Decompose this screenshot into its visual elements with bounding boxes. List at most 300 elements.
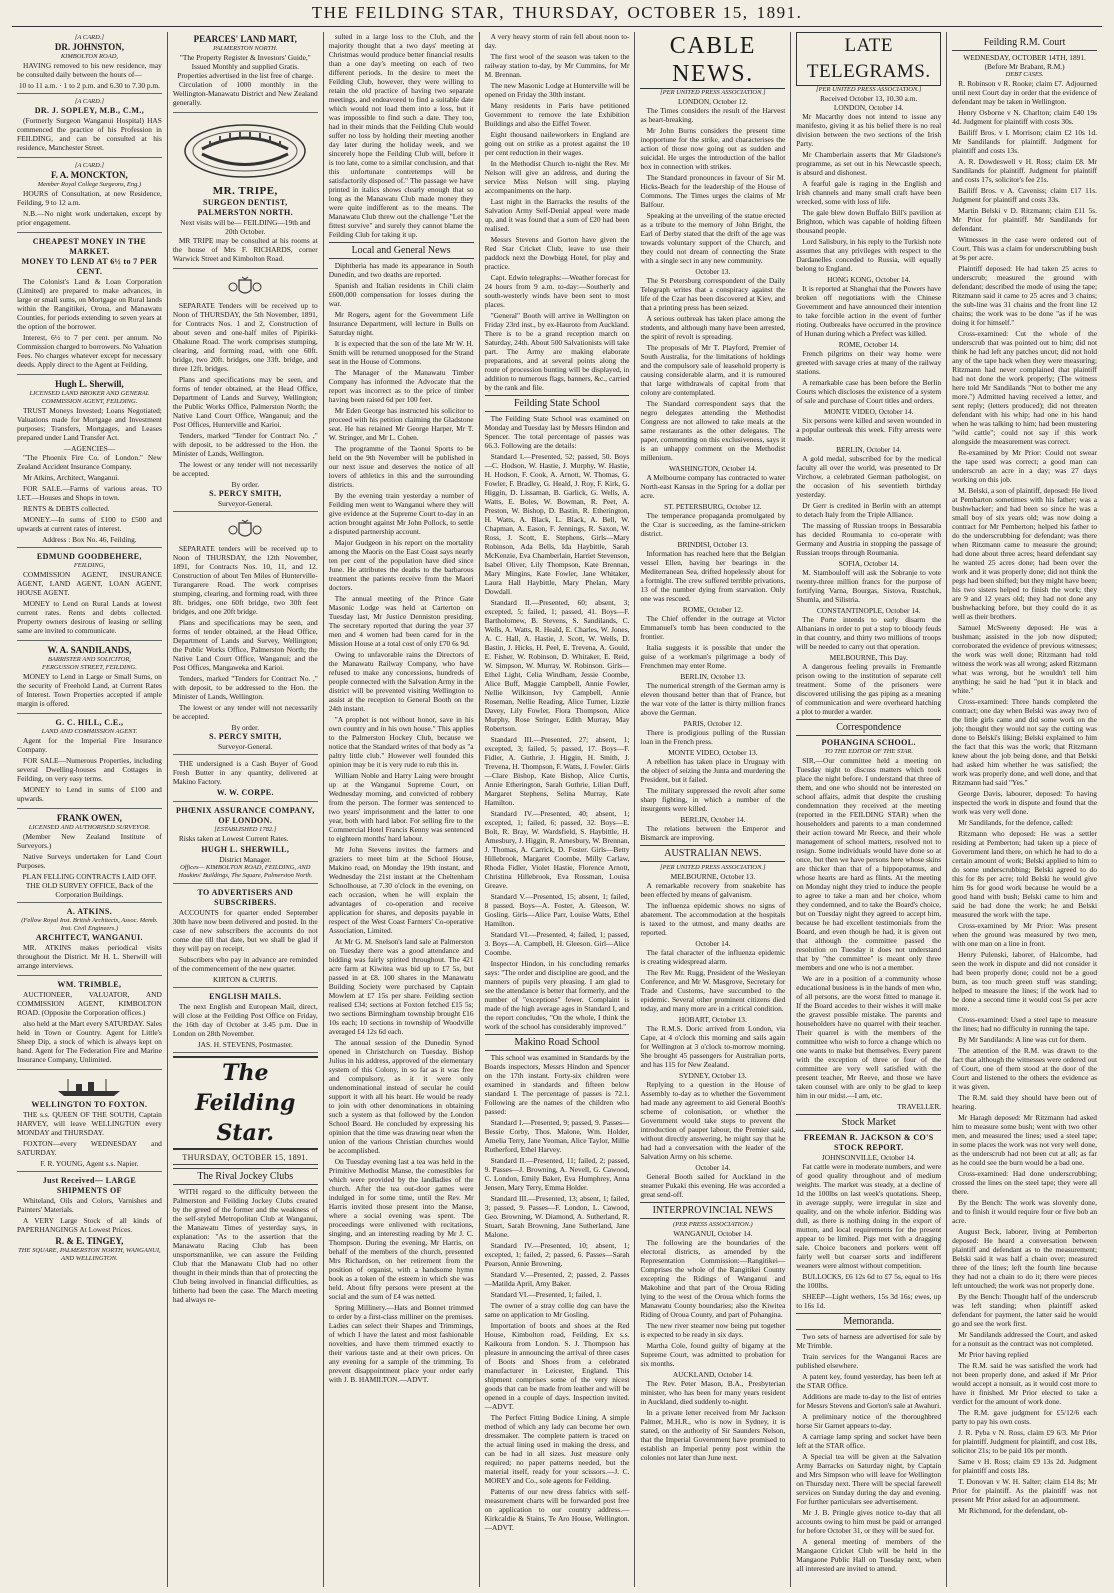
news-item: Mr John Burns considers the present time inopportune for the strike, and characterises the action of those now going out as sudden and suicidal. He urges the introduction of the ballot box in connection with strikes. <box>640 126 786 171</box>
news-item: The proposals of Mr T. Playford, Premier of South Australia, for the limitations of holdings and the compulsory sale of leasehold property is causing considerable alarm, and it is rumoured that large withdrawals of capital from that colony are contemplated. <box>640 343 786 397</box>
ad-heading: WELLINGTON TO FOXTON. <box>31 1100 148 1109</box>
memo-item: Mr J. B. Pringle gives notice to-day that all accounts owing to him must be paid or arranged for before October 31, or they will be sued for. <box>796 1508 942 1535</box>
advertiser-name: MR. TRIPE, <box>212 185 278 197</box>
news-item: "General" Booth will arrive in Wellington on Friday 23rd inst., by ex-Hauroto from Auckland. There is to be a grand reception march on Saturday, 24th. About 500 Salvationists will take part. The Army are making elaborate preparations, and at several points along the route of procession bunting will be displayed, in addition to numerous flags, banners, &c., carried by the rank and file. <box>484 311 630 392</box>
column-7 <box>947 32 1102 1587</box>
dateline: WANGANUI, October 14. <box>673 1229 753 1238</box>
royal-coat-of-arms-icon <box>225 519 265 541</box>
news-item: Spring Millinery.—Hats and Bonnet trimmed to order by a first-class milliner on the premises. Ladies can select their Shapes and Trimmings, of which I have the latest and most fashionable novelties, and have them trimmed exactly to their various taste and at their own prices. On any evening for a sample of the trimming. To prevent disappointment place your order early with J. B. HAMILTON.—ADVT. <box>328 1303 474 1384</box>
ad-sandilands <box>17 643 162 714</box>
ad-text: ACCOUNTS for quarter ended September 30th have now been delivered and posted. In the case of new subscribers the accounts do not come due till that date, but we shall be glad if they will pay on receipt. <box>172 908 318 953</box>
ad-text: RENTS & DEBTS collected. <box>23 504 110 513</box>
ad-text: also held at the Mart every SATURDAY. Sales held in Town or Country. Agent for Little's Sheep Dip, a stock of which is always kept on hand. Agent for The Federation Fire and Marine Insurance Company, Unlimited. <box>17 1019 162 1064</box>
ad-text: TRUST Moneys Invested; Loans Negotiated; Valuations made for Mortgage and Investment purposes; Transfers, Mortgages, and Leases prepared under Land Transfer Act. <box>17 406 162 442</box>
court-case: By Mr Sandilands: A line was cut for them. <box>958 1035 1087 1044</box>
dateline: BERLIN, October 14. <box>836 445 902 454</box>
article-title-jockey-clubs: The Rival Jockey Clubs <box>173 1168 318 1185</box>
dateline: MELBOURNE, This Day. <box>829 653 908 662</box>
article-title-feilding-school: Feilding State School <box>485 395 630 412</box>
ad-text: HAVING removed to his new residence, may be consulted daily between the hours of— <box>17 61 162 79</box>
memo-item: Train services for the Wanganui Races are published elsewhere. <box>796 1352 942 1370</box>
ad-text: Native Surveys undertaken for Land Court Purposes. <box>17 852 162 870</box>
letter-subject: POHANGINA SCHOOL. <box>821 738 916 747</box>
ad-text: Agent for the Imperial Fire Insurance Company. <box>17 736 162 754</box>
card-tag: [A CARD.] <box>74 34 104 41</box>
court-case: Mr Sandilands, for the defence, called: <box>958 818 1073 827</box>
advertiser-name: DR. J. SOPLEY, M.B., C.M., <box>34 106 145 115</box>
dateline: HOBART, October 13. <box>678 1015 747 1024</box>
article-body: Standard VI.—Presented, 4; failed, 1; passed, 3. Boys—A. Campbell, H. Gleeson. Girl—Alice Coombe. <box>484 930 630 957</box>
advertiser-name: HUGH L. SHERWILL, <box>201 845 290 854</box>
court-case: Cross-examined: Had done underscrubbing; crossed the lines on the steel tape; they were all there. <box>952 1169 1098 1196</box>
ad-text: COMMISSION AGENT, INSURANCE AGENT, LAND AGENT, LOAN AGENT, HOUSE AGENT. <box>17 570 162 597</box>
memo-item: A Special tea will be given at the Salvation Army Barracks on Saturday night, by Captain and Mrs Simpson who will leave for Wellington on Thursday next. There will be special farewell services on Sunday during the day and evening. For further particulars see advertisement. <box>796 1452 942 1506</box>
news-item: The Standard correspondent says that the negro delegates attending the Methodist Congress are not allowed to take meals at the same restaurants as the other delegates. The paper, commenting on this exclusiveness, says it is an unhappy comment on the Methodist millenium. <box>640 399 786 462</box>
dateline: CONSTANTINOPLE, October 14. <box>816 606 921 615</box>
news-item: Speaking at the unveiling of the statue erected as a tribute to the memory of John Bright, the Earl of Derby stated that the drift of the age was towards voluntary support of the Church, and they could not dream of connecting the State with a single sect in any new community. <box>640 211 786 265</box>
advertiser-sub: LICENSED LAND BROKER AND GENERAL COMMISSION AGENT, FEILDING. <box>29 390 150 405</box>
article-body: Standard III.—Presented, 27; absent, 1; excepted, 3; failed, 5; passed, 17. Boys—F. Fidler, A. Guthrie, J. Higgin, H. Smith, J. Trevena, H. Thompson, F. Watts, J. Fowler. Girls—Clare Bishop, Kate Bishop, Alice Curtis, Annie Etherington, Sarah Guthrie, Lilian Duff, Margaret Stephens, Selina Murray, Kate Hamilton. <box>484 735 630 807</box>
ad-text: By order. <box>231 723 260 732</box>
news-item: French pilgrims on their way home were greeted with savage cries at many of the railway stations. <box>796 349 942 376</box>
ad-text: AUCTIONEER, VALUATOR, AND COMMISSION AGENT, KIMBOLTON ROAD. (Opposite the Corporation offices.) <box>17 990 162 1017</box>
court-case: Same v H. Ross; claim £9 13s 2d. Judgment for plaintiff and costs 18s. <box>952 1457 1098 1475</box>
dateline: MELBOURNE, October 13. <box>670 872 756 881</box>
advertiser-sub: Member Royal College Surgeons, Eng.) <box>37 181 142 188</box>
ad-address: Address : Box No. 46, Feilding. <box>42 535 137 544</box>
court-case: Bailiff Bros. v I. Morrison; claim £2 10s 1d. Mr Sandilands for plaintiff. Judgment for plaintiff and costs 13s. <box>952 128 1098 155</box>
news-item: The R.M.S. Doric arrived from London, via Cape, at 4 o'clock this morning and sails again for Wellington at 3 o'clock to-morrow morning. She brought 45 passengers for Australian ports, and has 115 for New Zealand. <box>640 1024 786 1069</box>
news-item: The annual meeting of the Prince Gate Masonic Lodge was held at Carterton on Tuesday last, Mr Justice Denniston presiding. The secretary reported that during the year 37 men and 4 women had been cared for in the Mission House at a total cost of only £70 6s 9d. <box>328 594 474 648</box>
news-item: The St Petersburg correspondent of the Daily Telegraph writes that a conspiracy against the life of the Czar has been discovered at Kiev, and that a printing press has been seized. <box>640 276 786 312</box>
news-item: Last night in the Barracks the results of the Salvation Army Self-Denial appeal were made up, and it was found that a sum of £20 had been realised. <box>484 197 630 233</box>
news-item: The owner of a stray collie dog can have the same on application to Mr Gosling. <box>484 1301 630 1319</box>
news-item: A fearful gale is raging in the English and Irish channels and many small craft have been wrecked, some with loss of life. <box>796 179 942 206</box>
dateline: BRINDISI, October 13. <box>677 540 749 549</box>
ad-tingey <box>17 1174 162 1266</box>
news-item: Spanish and Italian residents in Chili claim £600,000 compensation for losses during the war. <box>328 281 474 308</box>
ad-text: THE undersigned is a Cash Buyer of Good Fresh Butter in any quantity, delivered at Makino Factory. <box>172 759 318 786</box>
news-item: Six persons were killed and seven wounded in a popular outbreak this week. Fifty arrests were made. <box>796 416 942 443</box>
advertiser-name: G. C. HILL, C.E., <box>55 718 124 727</box>
ad-hill <box>17 716 162 809</box>
news-item: Dr Gerr is credited in Berlin with an attempt to detach Italy from the Triple Alliance. <box>796 501 942 519</box>
denture-illustration-icon <box>180 121 310 181</box>
ad-text: Whiteland, Oils and Colors, Varnishes and Painters' Materials. <box>17 1196 162 1214</box>
news-item: In a private letter received from Mr Jackson Palmer, M.H.R., who is now in Sydney, it is stated, on the authority of Sir Saunders Nelson, that the Imperial Government have promised to establish an Imperial penny post within the colonies not later than June next. <box>640 1408 786 1462</box>
article-body: BULLOCKS, £6 12s 6d to £7 5s, equal to 16s the 100lbs. <box>796 1272 942 1290</box>
memo-item: A patent key, found yesterday, has been left at the STAR Office. <box>796 1372 942 1390</box>
section-title-rm-court: Feilding R.M. Court <box>952 35 1097 51</box>
court-case: Martin Belski v D. Ritzmann; claim £11 5s. Mr Prior for plaintiff. Mr Sandilands for defendant. <box>952 206 1098 233</box>
article-title-makino-school: Makino Road School <box>485 1034 630 1051</box>
ad-heading: PHŒNIX ASSURANCE COMPANY, OF LONDON. <box>175 806 315 825</box>
ad-heading: MONEY TO LEND AT 6½ to 7 PER CENT. <box>21 257 158 276</box>
ad-text: Interest, 6½ to 7 per cent. per annum. No Commission charged to borrowers. No Valuation Fees. No charges whatever except for necessary deeds. Apply direct to the Agent at Feilding, <box>17 333 162 369</box>
news-item: The following are the boundaries of the electoral districts, as amended by the Representation Commission:—Rangitikei—Comprises the whole of the Rangitikei County excepting the Ridings of Wanganui and Makohine and that part of the Oroua Riding lying to the west of the Oroua which forms the Manawatu County boundaries; also the Kiwitea Riding of Oroua County, and part of Pohangina. <box>640 1238 786 1319</box>
ad-tender-hunterville <box>173 514 318 755</box>
court-date: WEDNESDAY, OCTOBER 14TH, 1891. <box>963 53 1086 62</box>
column-2 <box>168 32 324 1587</box>
ad-text: Plans and specifications may be seen, and forms of tender obtained, at the Head Office, Department of Lands and Survey, Wellington; the Public Works Office, Palmerston North; the Native Land Court Office, Wanganui; and the Post Offices, Mangaweka and Karioi. <box>172 618 318 672</box>
news-item: The relations between the Emperor and Bismarck are improving. <box>640 824 786 842</box>
court-case: Cross-examined: Used a steel tape to measure the lines; had no difficulty in running the tape. <box>952 1015 1098 1033</box>
column-3 <box>324 32 480 1587</box>
dateline: October 13. <box>695 267 731 276</box>
court-case: George Davis, labourer, deposed: To having inspected the work in dispute and found that the work was very well done. <box>952 789 1098 816</box>
ad-text: By order. <box>231 480 260 489</box>
letter-body: We are in a position of a community whose educational business is in the hands of men who, of all persons, are the worst fitted to manage it. If the Board accedes to their wishes it will make the gravest possible mistake. The parents and householders have no quarrel with their teacher. Their quarrel is with the members of the committee who wish to force a change which no one wants to make but themselves. Every parent with the exception of three or four of the committee are very well satisfied with the present teacher, Mr Reeve, and those we have taken counsel with are only to be glad to keep him in our midst.—I am, etc. <box>796 974 942 1100</box>
memo-item: A preliminary notice of the thoroughbred horse Sir Garnet appears to-day. <box>796 1412 942 1430</box>
ad-text: Mr Atkins, Architect, Wanganui. <box>23 473 120 482</box>
ad-pearces <box>173 32 318 113</box>
court-case: Ritzmann who deposed: He was a settler residing at Pemberton; had taken up a piece of Government land there, on which he had to do a certain amount of work; Belski applied to him to do some underscrubbing; Belski agreed to do this for 8s per acre; told Belski he would give him 9s for good work because he would be a good hand with bush; Belski came to him and said he had done the work; he and Belski measured the work with the tape. <box>952 829 1098 919</box>
court-case: By the Bench: The work was slovenly done, and to finish it would require four or five bob an acre. <box>952 1198 1098 1225</box>
dateline: BERLIN, October 14. <box>680 815 746 824</box>
court-case: The R.M. said he was satisfied the work had not been properly done, and asked if Mr Prior would accept a nonsuit, as it would cost more to have it finished. Mr Prior elected to take a verdict for the amount of work done. <box>952 1361 1098 1406</box>
news-item: Replying to a question in the House of Assembly to-day as to whether the Government had made any agreement to aid General Booth's scheme of colonisation, or whether the Government would take steps to prevent the introduction of pauper labour, the Premier said, without directly answering, he might say that he had had a conversation with the leader of the Salvation Army on his scheme. <box>640 1080 786 1161</box>
memo-item: A carriage lamp spring and socket have been left at the STAR office. <box>796 1432 942 1450</box>
article-body: Fat cattle were in moderate numbers, and were of good quality throughout and of medium weights. The market was steady, at a decline of 1d the 100lbs on last week's quotations. Sheep, in average supply, were irregular in size and quality, and on the whole inferior. Bidding was dull, as there is nothing doing in the export of mutton, and local requirements for the present appear to be limited. Pigs met with a dragging sale. Choice baconers and porkers went off fairly well but coarser sorts and indifferent weaners were almost without competition. <box>796 1162 942 1270</box>
news-item: Mr Macarthy does not intend to issue any manifesto, giving it as his belief there is no real division between the two sections of the Irish Party. <box>796 112 942 148</box>
newspaper-logo: The Feilding Star. <box>173 1056 318 1150</box>
dateline: WASHINGTON, October 14. <box>669 464 757 473</box>
court-case: T. Donovan v W. H. Salter; claim £14 8s; Mr Prior for plaintiff. As the plaintiff was not present Mr Prior asked for an adjournment. <box>952 1477 1098 1504</box>
news-item: The Porte intends to early disarm the Albanians in order to put a stop to bloody feuds in that country, and thirty two millions of troops will be needed to carry out that operation. <box>796 615 942 651</box>
masthead-day: THURSDAY, <box>512 3 620 22</box>
news-item: A dangerous feeling prevails in Fremantle prison owing to the institution of separate cell treatment. Some of the prisoners were discovered utilising the gas piping as a meaning of communication and were overheard hatching a plot to murder a warder. <box>796 662 942 716</box>
ad-phoenix <box>173 804 318 884</box>
article-body: This school was examined in Standards by the Boards inspectors, Messrs Hindon and Spencer on the 17th instant. Forty-six children were examined in standards and fifteen below standard I. The percentage of passes is 72.1. Following are the names of the children who passed: <box>484 1053 630 1116</box>
news-item: The first wool of the season was taken to the railway station to-day, by Mr Cummins, for Mr M. Brennan. <box>484 52 630 79</box>
ad-atkins <box>17 905 162 976</box>
ad-subheading: —AGENCIES— <box>63 444 116 453</box>
court-magistrate: (Before Mr Brabant, R.M.) <box>984 62 1065 71</box>
news-item: A very heavy storm of rain fell about noon to-day. <box>484 32 630 50</box>
dateline: PARIS, October 12. <box>683 719 743 728</box>
article-body: Standard V.—Presented, 15; absent, 1; failed, 8 passed. Boys—A. Foster, A. Gleeson, W. Gosling. Girls—Alice Parr, Louise Watts, Ethel Hamilton. <box>484 892 630 928</box>
news-item: The Standard pronounces in favour of Sir M. Hicks-Beach for the leadership of the House of Commons. The Times urges the claims of Mr Balfour. <box>640 173 786 209</box>
letter-addressee: TO THE EDITOR OF THE STAR. <box>824 748 913 755</box>
masthead <box>12 0 1102 27</box>
advertiser-sub: BARRISTER AND SOLICITOR, <box>47 656 131 663</box>
dateline: AUCKLAND, October 14. <box>672 1370 753 1379</box>
advertiser-sub: FEILDING, <box>73 562 106 569</box>
court-case: Mr Haragh deposed: Mr Ritzmann had asked him to measure some bush; went with two other men, and measured the lines; used a steel tape; in some places the work was not very well done, as the underscrub had not been cut at all; as far as he could see the burn would be a bad one. <box>952 1113 1098 1167</box>
court-case: Mr Prior having replied <box>958 1350 1029 1359</box>
ad-sopley <box>17 96 162 158</box>
court-case: Mr Sandilands addressed the Court, and asked for a nonsuit as the contract was not completed. <box>952 1330 1098 1348</box>
news-item: "A prophet is not without honor, save in his own country and in his own house." This applies to the Palmerston Hockey Club, because we notice that the Standard writes of that body as "a paltry little club." However well founded this opinion may be it is very rude to rub this in. <box>328 715 474 769</box>
report-subtitle: FREEMAN R. JACKSON & CO'S STOCK REPORT. <box>803 1133 934 1152</box>
news-item: Martha Cole, found guilty of bigamy at the Supreme Court, was admitted to probation for six months. <box>640 1341 786 1368</box>
advertiser-name: EDMUND GOODBEHERE, <box>36 552 142 561</box>
dateline: HONG KONG, October 14. <box>827 275 911 284</box>
dateline: ROME, October 12. <box>682 605 743 614</box>
columns <box>12 32 1102 1587</box>
article-body: Standard VI.—Presented, 1; failed, 1. <box>490 1290 602 1299</box>
ad-text: The next English and European Mail, direct, will close at the Feilding Post Office on Friday, the 16th day of October at 3.45 p.m. Due in London on 28th November. <box>172 1002 318 1038</box>
dateline: MONTE VIDEO, October 14. <box>823 407 914 416</box>
dateline: LONDON, October 14. <box>833 103 904 112</box>
ad-text: Plans and specifications may be seen, and forms of tender obtained, at the Head Office, Department of Lands and Survey, Wellington; the Public Works Office, Palmerston North; the Native Land Court Office, Wanganui; and the Post Offices, Hunterville and Karioi. <box>172 375 318 429</box>
advertiser-place: KIMBOLTON ROAD, <box>60 53 119 60</box>
ad-text: Tenders, marked "Tender for Contract No. ," with deposit, to be addressed to the Hon. the Minister of Lands, Wellington. <box>172 431 318 458</box>
ad-tender-pipiriki <box>173 271 318 512</box>
ad-text: MR TRIPE may be consulted at his rooms at the house of Mrs F. RICHARDS, corner Warwick Street and Kimbolton Road. <box>172 236 318 263</box>
ad-text: The lowest or any tender will not necessarily be accepted. <box>172 460 318 478</box>
news-agency: (PER PRESS ASSOCIATION.) <box>673 1221 753 1228</box>
news-item: The Perfect Fitting Bodice Lining. A simple method of which any lady can become her own dressmaker. The complete pattern is traced on the actual lining used in making the dress, and can be had in all sizes. Just measure only required; no paper patterns needed, but the material itself, ready for your scissors.—J. C. MOREY and Co., sole agents for Feilding. <box>484 1413 630 1485</box>
news-item: A remarkable recovery from snakebite has been effected by means of galvanism. <box>640 881 786 899</box>
news-item: Owing to unfavorable rains the Directors of the Manawatu Railway Company, who have refused to make any concessions, hundreds of people connected with the Salvation Army in the district will be prevented visiting Wellington to assist at the reception to General Booth on the 24th instant. <box>328 650 474 713</box>
news-item: Mr John Stevens invites the farmers and graziers to meet him at the School House, Makino road, on Monday the 19th instant, and Wednesday the 21st instant at the Cheltenham Schoolhouse, at 7.30 o'clock in the evening, on each occasion, when he will explain the advantages of co-operation and receive application for shares, and deposits payable in respect of the West Coast Farmers' Co-operative Association, Limited. <box>328 845 474 935</box>
column-6 <box>791 32 947 1587</box>
signatory-title: Surveyor-General. <box>217 742 273 751</box>
advertiser-name: W. A. SANDILANDS, <box>47 645 132 655</box>
court-case: Henry Pulenski, laborer, of Halcombe, had seen the work in dispute and did not consider it had been properly done; could not be a good burn, as too much green stuff was standing; helped to measure the lines; if the work had to be done a second time it would cost 5s per acre more. <box>952 950 1098 1013</box>
advertiser-name: R. & E. TINGEY, <box>55 1236 124 1246</box>
ad-text: SEPARATE tenders will be received up to Noon of THURSDAY, the 12th November, 1891, for Contracts Nos. 10, 11, and 12. Construction of about Ten Miles of Hunterville-Turangarere Road. The work comprises stumping, clearing, and forming road, with three 8ft. bridges, one 60ft bridge, two 30ft feet bridges, and one 20ft bridge. <box>172 544 318 616</box>
section-title-memoranda: Memoranda. <box>796 1313 941 1330</box>
ad-hours: 10 to 11 a.m. · 1 to 2 p.m. and 6.30 to 7.30 p.m. <box>18 81 161 90</box>
advertiser-title: ARCHITECT, WANGANUI. <box>35 933 143 942</box>
notice-advertisers <box>173 886 318 988</box>
news-item: Messrs Stevens and Gorton have given the Red Star Cricket Club, leave to use their paddock next the Dowbigg Hotel, for play and practice. <box>484 235 630 271</box>
court-case: M. Belski, a son of plaintiff, deposed: He lived at Pembarton sometimes with his father; was a bushwhacker; and had been so since he was a small boy of six years old; was now doing a contract for Mr Pemberton; helped his father to do the underscrubbing for defendant; was there when Ritzmann came to measure the ground; had done about three acres; heard defendant say he wanted 25 acres done; had been over the work and it was properly done; did not think the pegs had been shifted; but they might have been; his two sisters helped to finish the work; they are 9 and 12 years old; they had not done any bushwhacking before, but they could do it as well as their brothers. <box>952 486 1098 621</box>
court-case: The attention of the R.M. was drawn to the fact that although the witnesses were ordered out of Court, one of them stood at the door of the Court and listened to the others the evidence as it was given. <box>952 1046 1098 1091</box>
signatory-name: S. PERCY SMITH, <box>209 732 282 741</box>
news-item: Patterns of our new dress fabrics with self-measurement charts will be forwarded post free on application to our country address.—Kirkcaldie & Stains, Te Aro House, Wellington.—ADVT. <box>484 1487 630 1532</box>
advertiser-sub: LAND AND COMMISSION AGENT. <box>41 728 138 735</box>
ad-sherwill <box>17 377 162 548</box>
card-tag: [A CARD.] <box>74 98 104 105</box>
memo-item: Additions are made to-day to the list of entries for Messrs Stevens and Gorton's sale at Awahuri. <box>796 1392 942 1410</box>
ad-text: Issued Monthly and supplied Gratis. <box>191 62 299 71</box>
news-item: The programme of the Taonui Sports to be held on the 9th November will be published in our next issue and deserves the notice of all lovers of athletics in this and the surrounding districts. <box>328 444 474 489</box>
advertiser-name: DR. JOHNSTON, <box>54 42 124 52</box>
advertiser-name: A. ATKINS. <box>66 907 113 916</box>
news-item: In the Methodist Church to-night the Rev. Mr Nelson will give an address, and during the service Miss Nelson will sing, playing accompaniments on the harp. <box>484 159 630 195</box>
court-case: Bailiff Bros. v A. Caveniss; claim £17 11s. Judgment for plaintiff and costs 33s. <box>952 186 1098 204</box>
news-item: The annual session of the Dunedin Synod opened in Christchurch on Tuesday. Bishop Julius in his address, approved of the elementary system of this Colony, in so far as it was free and compulsory, as it it were only undenominational instead of secular he could support it with all his heart. He would be ready to join with other denominations in obtaining such a system as that followed by the London School Board. He concluded by expressing his opinion that the time was drawing near when the union of the various Christian churches would be accomplished. <box>328 1038 474 1155</box>
section-title-correspondence: Correspondence <box>796 719 941 736</box>
section-title-late-telegrams: LATE TELEGRAMS. <box>796 32 941 86</box>
ad-text: N.B.—No night work undertaken, except by prior engagement. <box>17 209 162 227</box>
dateline: MONTE VIDEO, October 13. <box>668 748 758 757</box>
advertiser-name: F. A. MONCKTON, <box>51 170 128 180</box>
ad-text: The lowest or any tender will not necessarily be accepted. <box>172 703 318 721</box>
news-item: M. Stambouloff will ask the Sobranje to vote twenty-three million francs for the purpose of fortifying Varna, Bourgas, Sistova, Rustchuk, Shumla, and Silistria. <box>796 568 942 604</box>
advertiser-title: District Manager. <box>219 855 272 864</box>
article-body: SHEEP—Light wethers, 15s 3d 16s; ewes, up to 16s 1d. <box>796 1292 942 1310</box>
article-body: Standard V.—Presented, 2; passed, 2. Passes—Matilda April, Amy Baker. <box>484 1270 630 1288</box>
news-item: Lord Salisbury, in his reply to the Turkish note assumes that any privileges with respect to the Dardanelles conceded to Russia, will equally belong to England. <box>796 237 942 273</box>
dateline: LONDON, October 12. <box>677 97 748 106</box>
news-item: Mr Rogers, agent for the Government Life Insurance Department, will lecture in Bulls on Saturday night. <box>328 310 474 337</box>
article-body: Standard IV.—Presented, 40; absent, 1; excepted, 1; failed, 6; passed, 32. Boys—E. Bolt, R. Bray, W. Wardsfield, S. Haybittle, H. Amesbury, J. Higgin, R. Amesbury, W. Brennan, J. Thomas, A. Carrick, D. Foster. Girls—Betty Hillebrook, Margaret Coombe, Milly Carlaw, Rhoda Fidler, Violet Hastie, Florence Arnott, Christina Hillebrook, Eva Rossman, Louisa Greave. <box>484 809 630 890</box>
letter-signature: TRAVELLER. <box>897 1102 942 1111</box>
news-item: The massing of Russian troops in Bessarabia has decided Roumania to co-operate with Germany and Austria in stopping the passage of Russian troops through Roumania. <box>796 521 942 557</box>
article-body: Inspector Hindon, in his concluding remarks says: "The order and discipline are good, and the manners of pupils very pleasing. I am glad to see the attendance is better that formerly, and the number of "exceptions" fewer. Complaint is made of the high average ages in Standard I, and the report concludes, "On the whole, I think the work of the school has considerably improved." <box>484 959 630 1031</box>
article-body: The Feilding State School was examined on Monday and Tuesday last by Messrs Hindon and Spencer. The total percentage of passes was 66.3. Following are the details: <box>484 414 630 450</box>
ad-heading: CHEAPEST MONEY IN THE MARKET. <box>32 237 147 256</box>
ad-goodbehere <box>17 550 162 641</box>
news-item: The Rev. Peter Mason, B.A., Presbyterian minister, who has been for many years resident in Auckland, died suddenly to-night. <box>640 1379 786 1406</box>
column-1 <box>12 32 168 1587</box>
dateline: ST. PETERSBURG, October 12. <box>664 502 762 511</box>
news-item: Capt. Edwin telegraphs:—Weather forecast for 24 hours from 9 a.m. to-day:—Southerly and south-westerly winds have been sent to most places. <box>484 273 630 309</box>
ad-text: "The Property Register & Investors' Guide," <box>179 53 311 62</box>
column-5 <box>635 32 791 1587</box>
received-time: Received October 13, 10.30 a.m. <box>820 94 918 103</box>
ad-text: Subscribers who pay in advance are reminded of the commencement of the new quarter. <box>172 955 318 973</box>
news-item: Mr Eden George has instructed his solicitor to proceed with his petition claiming the Gladstone seat. He has retained Mr George Harper, Mr T. W. Stringer, and Mr L. Cohen. <box>328 406 474 442</box>
ad-text: MONEY to Lend in Large or Small Sums, on the security of Freehold Land, at Current Rates of Interest. Town Properties accepted if ample margin is offered. <box>17 672 162 708</box>
news-item: It is reported at Shanghai that the Powers have broken off negotiations with the Chinese Government and have announced their intention to take forcible action in the event of further rioting. Outbreaks have occurred in the province of Hunan during which a Prefect was killed. <box>796 284 942 338</box>
news-item: The Rev Mr. Rugg, President of the Wesleyan Conference, and Mr W. Masgrove, Secretary for Trade and Customs, have succumbed to the epidemic. Several other prominent citizens died today, and many more are in a critical condition. <box>640 968 786 1013</box>
news-agency: [PER UNITED PRESS ASSOCIATION.] <box>660 864 766 871</box>
ad-heading: Just Received— LARGE SHIPMENTS OF <box>42 1176 137 1195</box>
ad-address: Offices— KIMBOLTON ROAD, FEILDING, AND Haukins' Buildings, The Square, Palmerston North. <box>178 864 313 879</box>
ad-text: PLAN FELLING CONTRACTS LAID OFF. <box>22 872 157 881</box>
advertiser-name: WM. TRIMBLE, <box>57 980 122 989</box>
ad-text: Risks taken at Lowest Current Rates. <box>178 834 289 843</box>
ad-text: Properties advertised in the list free of charge. <box>177 71 314 80</box>
news-item: The new Masonic Lodge at Hunterville will be opened on Friday the 30th instant. <box>484 81 630 99</box>
news-item: The Chief offender in the outrage at Victor Emmanuel's tomb has been conducted to the frontier. <box>640 614 786 641</box>
article-body: sulted in a large loss to the Club, and the majority thought that a two days' meeting at Christmas would produce better financial results than a one day's meeting on each of two different periods. In the desire to meet the Feilding Club, however, they were willing to retain the old practice of having two separate meetings, and endeavored to find a suitable date which would not load them into a loss, but it was impossible to find such a date. They too, had in their minds that the Feilding Club would suffer no loss by holding their meeting another day later during the holiday week, and we sincerely hope the Feilding Club will, before it is too late, come to a similar conclusion, and that this unfortunate contretemps will be satisfactorily disposed of." The passage we have printed in italics shows clearly enough that so long as the Manawatu Club made money they were quite indifferent as to the means. The Manawatu Club threw out the challenge "Let the fittest survive" and surely they cannot blame the Feilding Club for taking it up. <box>328 32 474 239</box>
masthead-title: THE FEILDING STAR, <box>311 3 505 22</box>
news-item: A gold medal, subscribed for by the medical faculty all over the world, was presented to Dr Virchow, a celebrated German pathologist, on the occasion of his seventieth birthday yesterday. <box>796 454 942 499</box>
steamship-icon <box>54 1077 124 1097</box>
news-item: By the evening train yesterday a number of Feilding men went to Wanganui where they will give evidence at the Supreme Court to-day in an action brought against Mr John Pollock, to settle a disputed partnership account. <box>328 491 474 536</box>
news-item: A serious outbreak has taken place among the students, and although many have been arrested, the spirit of revolt is spreading. <box>640 314 786 341</box>
ad-text: A VERY Large Stock of all kinds of PAPERHANGINGS At Lowest Prices. <box>17 1216 162 1234</box>
ad-text: The Colonist's Land & Loan Corporation (Limited) are prepared to make advances, in large or small sums, on Mortgage on Rural lands within the Rangitikei, Oroua, and Manawatu Counties, for periods extending to seven years at the option of the borrower. <box>17 277 162 331</box>
signatory-name: S. PERCY SMITH, <box>209 489 282 498</box>
ad-text: THE s.s. QUEEN OF THE SOUTH, Captain HARVEY, will leave WELLINGTON every MONDAY and THURSDAY. <box>17 1110 162 1137</box>
news-item: A Melbourne company has contracted to water North-east Kansas in the Spring for a dollar per acre. <box>640 473 786 500</box>
article-body: Standard III.—Presented, 13; absent, 1; failed, 3; passed, 9. Passes—F. London, L. Cawood, Geo. Browning, W. Diamond, A. Sutherland, R. Stuart, Sarah Browning, Jane Sutherland, Jane Malone. <box>484 1194 630 1239</box>
ad-text: HOURS of Consultation, at new Residence, Feilding, 9 to 12 a.m. <box>17 189 162 207</box>
news-item: The temperance propaganda promulgated by the Czar is succeeding, as the famine-stricken district. <box>640 511 786 538</box>
ad-text: Circulation of 1000 monthly in the Wellington-Manawatu District and New Zealand generally. <box>172 80 318 107</box>
advertiser-sub: SURGEON DENTIST, PALMERSTON NORTH. <box>197 198 294 217</box>
news-item: The Manager of the Manawatu Timber Company has informed the Advocate that the report was incorrect as to the price of timber having been raised 6d per 100 feet. <box>328 368 474 404</box>
news-item: The gale blew down Buffalo Bill's pavilion at Brighton, which was capable of holding fifteen thousand people. <box>796 208 942 235</box>
ad-established: [ESTABLISHED 1782.] <box>214 826 277 833</box>
signatory-title: Surveyor-General. <box>217 499 273 508</box>
article-body: Standard I.—Presented, 9; passed, 9. Passes—Bessie Corby, Thos. Malone, Wm. Holder, Amelia Terry, Jane Yeoman, Alice Taylor, Millie Rutherford, Ethel Harvey. <box>484 1118 630 1154</box>
news-item: William Noble and Harry Laing were brought up at the Wanganui Supreme Court, on Wednesday morning, and convicted of robbery from the person. The former was sentenced to two years' imprisonment and the latter to one year, both with hard labor. For selling fire to the Commercial Hotel Francis Kenny was sentenced to eighteen months' hard labour. <box>328 771 474 843</box>
news-item: A rebellion has taken place in Uruguay with the object of seizing the Junta and murdering the President, but it failed. <box>640 757 786 784</box>
news-agency: [PER UNITED PRESS ASSOCIATION.] <box>816 86 922 93</box>
masthead-date: OCTOBER 15, <box>627 3 749 22</box>
ad-johnston <box>17 32 162 94</box>
ad-heading: TO ADVERTISERS AND SUBSCRIBERS. <box>197 888 294 907</box>
advertiser-name: FRANK OWEN, <box>56 813 122 823</box>
advertiser-name: W. W. CORPE. <box>216 788 274 797</box>
court-case: Samuel McSweeny deposed: He was a bushman; assisted in the job now disputed; corroborated the evidence of previous witnesses; the work was well done; Ritzmann had told witness the work was all wrong; asked Ritzmann what was wrong, but he wouldn't tell him anything; he said he had "put it in black and white." <box>952 623 1098 695</box>
ad-corpe <box>173 757 318 802</box>
article-body: Standard IV.—Presented, 10; absent, 1; excepted, 1; failed, 2; passed, 6. Passes—Sarah Pearson, Annie Browning. <box>484 1241 630 1268</box>
dateline: SYDNEY, October 13. <box>679 1071 747 1080</box>
ad-text: FOR SALE.—Farms of various areas. TO LET.—Houses and Shops in town. <box>17 484 162 502</box>
court-case: Cross-examined: Three hands completed the contract; one day when Belski was away two of the little girls came and did some work on the job; thought they would not say the cutting was done to Belski's liking; Belski explained to him the fact that this was the work; that Ritzmann knew about the job being done, and that Belski had asked him whether he was satisfied; the work was properly done, and well done, and that Ritzmann had said "Yes." <box>952 697 1098 787</box>
court-case: Re-examined by Mr Prior: Could not swear the tape used was correct; a good man can underscrub an acre in a day; was 27 days working on this job. <box>952 448 1098 484</box>
news-item: There is prodigious pulling of the Russian loan in the French press. <box>640 728 786 746</box>
court-subheading: DEBT CASES. <box>1005 71 1044 78</box>
ad-text: MR. ATKINS makes periodical visits throughout the District. Mr H. L. Sherwill will arrange interviews. <box>17 943 162 970</box>
news-agency: [PER UNITED PRESS ASSOCIATION.] <box>660 89 766 96</box>
advertiser-sub: (Fellow Royal Inst. British Architects, Assoc. Memb. Inst. Civil Engineers.) <box>21 917 158 932</box>
ad-foxton-steamer <box>17 1072 162 1172</box>
news-item: General Booth sailed for Auckland in the steamer Pukaki this evening. He was accorded a great send-off. <box>640 1172 786 1199</box>
advertiser-sub: LICENSED AND AUTHORISED SURVEYOR. <box>28 824 151 831</box>
signatory-name: KIRTON & CURTIS. <box>213 975 278 984</box>
dateline: October 14. <box>695 1163 731 1172</box>
article-body: Standard II.—Presented, 11; failed, 2; passed, 9. Passes—J. Browning, A. Nevell, G. Cawood, C. London, Emily Baker, Eva Humphrey, Anna Jensen, Mary Terry, Emma Holder. <box>484 1156 630 1192</box>
article-body: Standard I.—Presented, 52; passed, 50. Boys—C. Hodson, W. Hastie, J. Murphy, W. Hastie, H. Hodson, F. Cook, A. Arnott, W. Thomas, G. Fowler, F. Bradley, G. Heald, J. Roy, F. Kirk, G. Higgin, D. Lissaman, B. Garlick, G. Wells, A. Watts, E. Boles, W. Bowman, R. Peet, A. Preston, W. Bishop, D. Bastin, R. Etherington, H. Watts, A. Black, L. Black, A. Bell, W. Chapman, A. Eason, F. Jennings, R. Saxon, W. Ross, J. Scott, E. Stephens, Girls—Mary Robinson, Ada Bells, Ida Haybittle, Sarah McKenzie, Eva Chamberlain, Harriet Stevenson, Isabel Oliver, Lily Thompson, Kate Brennan, Mary Mingins, Kate Fowler, Jane Whitaker, Laura Hall Haybittle, Mary Phelan, Mary Dowdall. <box>484 452 630 596</box>
dateline: October 14. <box>695 939 731 948</box>
news-item: Italia suggests it is possible that under the guise of a workman's pilgrimage a body of Frenchmen may enter Rome. <box>640 643 786 670</box>
court-case: A. R. Dowdeswell v H. Ross; claim £8. Mr Sandilands for plaintiff. Judgment for plaintiff and costs 17s, solicitor's fee 21s. <box>952 157 1098 184</box>
ad-text: FOR SALE—Numerous Properties, including several Dwelling-houses and Cottages in Feilding, on very easy terms. <box>17 756 162 783</box>
dateline: JOHNSONVILLE, October 14. <box>821 1153 916 1162</box>
news-item: The Times considers the result of the Harvest as heart-breaking. <box>640 106 786 124</box>
ad-text: (Member New Zealand Institute of Surveyors.) <box>17 832 162 850</box>
news-item: At Mr G. M. Snelson's land sale at Palmerston on Tuesday there was a good attendance and bidding was fairly spirited throughout. The 421 acre farm at Kiwitea was bid up to £7 5s, but passed in at £8. 100 shares in the Manawatu Building Society were purchased by Captain Mowlem at £7 15s per share. Feilding section realised £34; sections at Foxton fetched £15 5s; two sections Birmingham township brought £16 10s each; 10 sections in township of Woodville averaged £4 12s 6d each. <box>328 937 474 1036</box>
ad-monckton <box>17 160 162 233</box>
memo-item: A general meeting of members of the Mangaone Cricket Club will be held in the Mangaone Public Hall on Tuesday next, when all interested are invited to attend. <box>796 1537 942 1573</box>
section-title-interprovincial-news: INTERPROVINCIAL NEWS <box>640 1202 785 1219</box>
ad-text: MONEY to Lend on Rural Lands at lowest current rates. Rents and debts collected. Property owners desirous of leasing or selling same are invited to communicate. <box>17 599 162 635</box>
news-item: A remarkable case has been before the Berlin Courts which discloses the existence of a system of sale and purchase of Court titles and orders. <box>796 378 942 405</box>
ad-text: SEPARATE Tenders will be received up to Noon of THURSDAY, the 5th November, 1891, for Contracts Nos. 1 and 2, Construction of about seven and one-half miles of Pipiriki-Ohakune Road. The work comprises stumping, clearing, and forming road, with one 60ft. bridge, two 20ft. bridges, one 33ft. bridge, and three 12ft. bridges. <box>172 301 318 373</box>
masthead-year: 1891. <box>756 3 803 22</box>
column-4 <box>480 32 636 1587</box>
court-case: Cross-examined: Cut the whole of the underscrub that was pointed out to him; did not think he had left any patches uncut; did not hold any of the tape back when they were measuring; Ritzmann had never complained that plaintiff had not done the work properly; (The witness here told Mr Sandilands "Not to bother me any more.") Admitted having received a letter, and sent reply; (letters produced); did not threaten defendant with his whip; had one in his hand when he was talking to him; had been mustering "wild cattle"; could not say if this work alongside the measurement was correct. <box>952 329 1098 446</box>
court-case: August Beck, laborer, living at Pemberton deposed: He heard a conversation between plaintiff and defendant as to the measurement; Belski said it was half a chain over; measured three of the lines; left the fourth line because they had not a chain to do it; there were pieces left untouched; the work was not properly done. <box>952 1227 1098 1290</box>
court-case: The R.M. said they should have been out of hearing. <box>952 1093 1098 1111</box>
news-item: On Tuesday evening last a tea was held in the Primitive Methodist Manse, the comestibles for which were provided by the landladies of the church. After the tea out-door games were indulged in for some time, until the Rev. Mr Harris invited those present into the Manse, where a social evening was spent. The proceedings were enlivened with recitations, singing, and an interesting reading by Mr J. C. Thompson. During the evening, Mr Harris, on behalf of the members of the church, presented Mrs Richardson, on her retirement from the position of organist, with a handsome hymn book as a token of the esteem in which she was held. About fifty persons were present at the social and the sum of £4 was netted. <box>328 1157 474 1301</box>
ad-heading: PEARCES' LAND MART, <box>193 34 297 44</box>
court-case: R. Robinson v R. Rooke; claim £7. Adjourned until next Court day in order that the evidence of defendant may be taken in Wellington. <box>952 79 1098 106</box>
article-body: Standard II.—Presented, 60; absent, 3; excepted, 5; failed, 1; passed, 41. Boys—F. Bartholomew, B. Stevens, S. Sandilands, C. Wells, A. Watts, R. Heald, E. Charles, W. Jones, A. C. Hall, A. Hastie, J. Scott, W. Wells, D. Bastin, J. Hicks, H. Peel, E. Trevena, A. Gould, E. Fisher, W. Robinson, D. Whitaker, E. Reid, W. Simpson, W. Murray, W. Robinson. Girls—Ethel Light, Celia Windham, Jessie Coombe, Alice Buff, Maggie Campbell, Annie Fowler, Nellie Wilkinson, Ivy Campbell, Annie Roseman, Nellie Reading, Alice Turner, Lizzie Davey, Lily Fowler, Flora Thompson, Alice Murphy, Rose Stringer, Edith Murray, May Robertson. <box>484 598 630 733</box>
court-case: By the Bench: Thought half of the underscrub was left standing; when plaintiff asked defendant for payment, the latter said he would go and see the work first. <box>952 1292 1098 1328</box>
letter-body: SIR,—Our committee held a meeting on Tuesday night to discuss matters which took place the night before. I understand that three of them, and one who should not be interested on school affairs, admit that despite the crushing condemnation they received at the meeting (reported in the FEILDING STAR) when the householders and parents to a man condemned their action toward Mr Reece, and their whole management of school matters, resolved not to resign. Some individuals would have done so at once, but then we have persons here whose skins are thicker than that of a hippopotamus, and whose hearts are hard as flints. At the meeting on Monday night they tried to induce the people to agree to take a man and her choice, whom they condemned, and to take the Board's choice, but on Tuesday night they agreed to accept him, because he had excellent testimonials from the Board, and even though he had, it is given out that although the committee passed the resolution on Tuesday it does not understand that by "the committee" is meant only three members and one who is not a member. <box>796 756 942 972</box>
ad-cheapest-money <box>17 235 162 375</box>
news-item: Mr Chamberlain asserts that Mr Gladstone's programme, as set out in his Newcastle speech, is absurd and dishonest. <box>796 150 942 177</box>
news-item: Major Gudgeon in his report on the mortality among the Maoris on the East Coast says nearly ten per cent of the population have died since June. He attributes the deaths to the barbarous treatment the patients receive from the Maori doctors. <box>328 538 474 592</box>
court-case: Witnesses in the case were ordered out of Court. This was a claim for underscrubbing bush at 9s per acre. <box>952 235 1098 262</box>
notice-english-mails <box>173 990 318 1053</box>
news-item: The numerical strength of the German army is eleven thousand better than that of France, but the war vote of the latter is thirty million francs above the German. <box>640 681 786 717</box>
section-title-australian-news: AUSTRALIAN NEWS. <box>640 845 785 862</box>
news-item: Importation of boots and shoes at the Red House, Kimbolton road, Feilding. Ex s.s. Kaikoura from London. S. J. Thompson has pleasure in announcing the arrival of three cases of Boots and Shoes from a celebrated manufacturer in Leicester, England. This shipment comprises some of the very nicest goods that can be made from leather and will be opened in a couple of days. Inspection invited.—ADVT. <box>484 1321 630 1411</box>
card-tag: [A CARD.] <box>74 162 104 169</box>
ad-text: "The Phoenix Fire Co. of London." New Zealand Accident Insurance Company. <box>17 453 162 471</box>
article-body: WITH regard to the difficulty between the Palmerston and Feilding Jockey Clubs created by the greed of the former and the weakness of the self-styled Metropolitan Club at Wanganui, the Manawatu Times of yesterday says, in explanation: "As to the assertion that the Manawatu Racing Club has been unsportsmanlike, we can assure the Feilding Club that the Manawatu Club had no other thought in their minds than that of protecting the Club being involved in financial difficulties, as hitherto had been the case. The March meeting had always re- <box>172 1187 318 1304</box>
ad-trimble <box>17 978 162 1070</box>
news-item: It is expected that the son of the late Mr W. H. Smith will be returned unopposed for the Strand seat in the House of Commons. <box>328 339 474 366</box>
royal-coat-of-arms-icon <box>225 276 265 298</box>
advertiser-place: PALMERSTON NORTH. <box>213 45 278 52</box>
ad-text: Tenders, marked "Tenders for Contract No. ," with deposit, to be addressed to the Hon. the Minister of Lands, Wellington. <box>172 674 318 701</box>
ad-tripe <box>173 115 318 269</box>
section-title-cable-news: CABLE NEWS. <box>640 32 785 89</box>
